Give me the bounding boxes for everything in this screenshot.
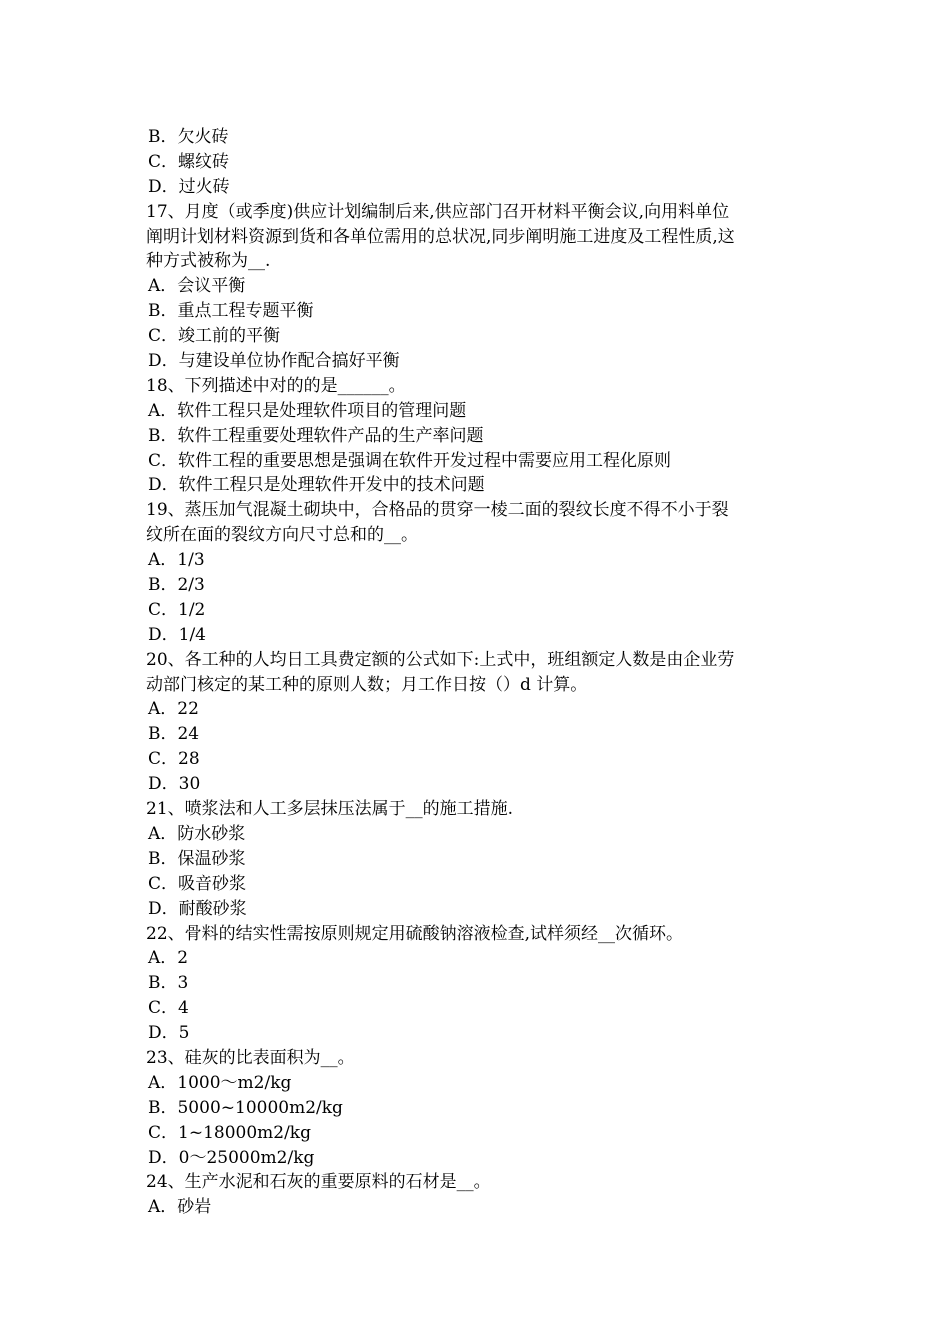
option-line: D．30 [148,774,201,795]
option-line: A．软件工程只是处理软件项目的管理问题 [148,400,467,421]
option-line: C．28 [148,749,200,770]
question-line: 24、生产水泥和石灰的重要原料的石材是__。 [146,1172,491,1193]
option-line: C．吸音砂浆 [148,873,247,894]
option-line: A．22 [148,699,199,720]
option-line: C．4 [148,998,189,1019]
option-line: D．1/4 [148,624,206,645]
option-line: B．重点工程专题平衡 [148,301,314,322]
option-line: B．3 [148,973,189,994]
option-line: D．软件工程只是处理软件开发中的技术问题 [148,475,485,496]
option-line: B．5000~10000m2/kg [148,1097,343,1118]
option-line: D．耐酸砂浆 [148,898,247,919]
option-line: C．竣工前的平衡 [148,326,281,347]
option-line: B．保温砂浆 [148,848,246,869]
option-line: A．1000～m2/kg [148,1072,292,1093]
question-line: 18、下列描述中对的的是______。 [146,375,406,396]
option-line: A．防水砂浆 [148,823,246,844]
option-line: B．2/3 [148,575,205,596]
question-line: 23、硅灰的比表面积为__。 [146,1047,355,1068]
option-line: C．螺纹砖 [148,151,230,172]
option-line: D．0～25000m2/kg [148,1147,315,1168]
question-line: 动部门核定的某工种的原则人数；月工作日按（）d 计算。 [146,674,588,695]
option-line: C．1/2 [148,599,206,620]
option-line: A．砂岩 [148,1197,212,1218]
question-line: 21、喷浆法和人工多层抹压法属于__的施工措施. [146,799,514,820]
option-line: B．欠火砖 [148,127,229,147]
option-line: C．软件工程的重要思想是强调在软件开发过程中需要应用工程化原则 [148,450,672,471]
question-line: 阐明计划材料资源到货和各单位需用的总状况,同步阐明施工进度及工程性质,这 [146,226,735,247]
question-line: 种方式被称为__. [146,251,271,272]
question-line: 22、骨料的结实性需按原则规定用硫酸钠溶液检查,试样须经__次循环。 [146,923,684,944]
option-line: A．会议平衡 [148,276,246,297]
question-line: 20、各工种的人均日工具费定额的公式如下:上式中，班组额定人数是由企业劳 [146,649,735,670]
option-line: C．1~18000m2/kg [148,1122,311,1143]
question-line: 17、月度（或季度)供应计划编制后来,供应部门召开材料平衡会议,向用料单位 [146,201,730,222]
option-line: D．与建设单位协作配合搞好平衡 [148,351,400,372]
question-line: 19、蒸压加气混凝土砌块中，合格品的贯穿一棱二面的裂纹长度不得不小于裂 [146,500,729,521]
option-line: B．软件工程重要处理软件产品的生产率问题 [148,425,484,446]
exam-question-text [146,125,810,1220]
option-line: D．过火砖 [148,176,230,197]
option-line: B．24 [148,724,200,745]
option-line: D．5 [148,1023,190,1044]
question-line: 纹所在面的裂纹方向尺寸总和的__。 [146,525,418,546]
option-line: A．1/3 [148,550,205,571]
option-line: A．2 [148,948,189,969]
